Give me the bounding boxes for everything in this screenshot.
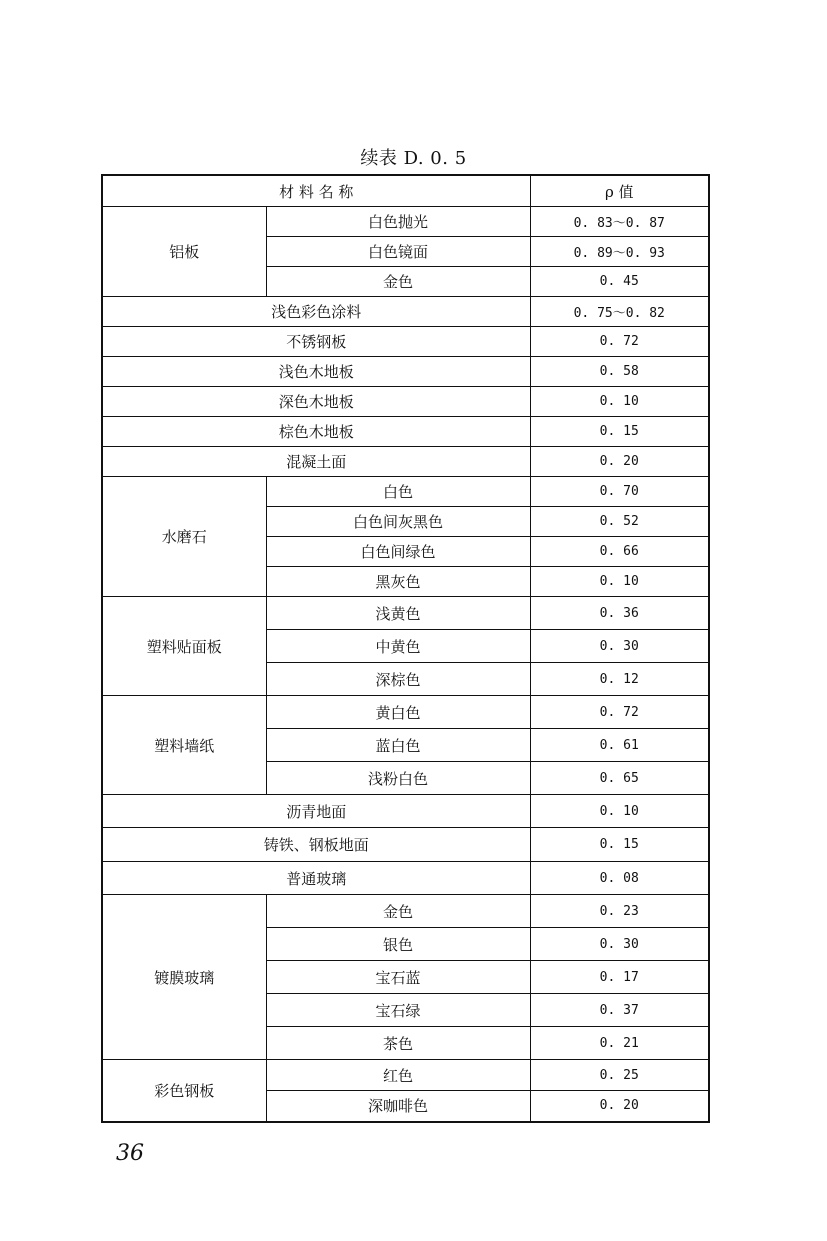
rho-value-cell: 0. 75～0. 82: [530, 297, 709, 327]
material-subtype-cell: 茶色: [266, 1027, 530, 1060]
material-subtype-cell: 中黄色: [266, 630, 530, 663]
material-subtype-cell: 黄白色: [266, 696, 530, 729]
table-row: [102, 207, 709, 237]
rho-value-cell: 0. 15: [530, 417, 709, 447]
rho-value-cell: 0. 61: [530, 729, 709, 762]
rho-value-cell: 0. 72: [530, 696, 709, 729]
table-header-row: [102, 175, 709, 207]
material-subtype-cell: 黑灰色: [266, 567, 530, 597]
table-row: [102, 895, 709, 928]
rho-value-cell: 0. 30: [530, 928, 709, 961]
material-group-cell: 水磨石: [102, 477, 266, 597]
reflectance-table: [101, 174, 710, 1123]
rho-value-cell: 0. 15: [530, 828, 709, 862]
material-subtype-cell: 浅黄色: [266, 597, 530, 630]
material-subtype-cell: 白色镜面: [266, 237, 530, 267]
table-body: [102, 207, 709, 1122]
table-row: [102, 327, 709, 357]
table-caption: 续表 D. 0. 5: [360, 148, 467, 169]
material-group-cell: 塑料墙纸: [102, 696, 266, 795]
material-subtype-cell: 白色抛光: [266, 207, 530, 237]
material-name-cell: 普通玻璃: [102, 862, 530, 895]
rho-value-cell: 0. 58: [530, 357, 709, 387]
material-subtype-cell: 白色间绿色: [266, 537, 530, 567]
rho-value-cell: 0. 66: [530, 537, 709, 567]
rho-value-cell: 0. 20: [530, 447, 709, 477]
material-name-cell: 浅色木地板: [102, 357, 530, 387]
table-row: [102, 447, 709, 477]
material-group-cell: 铝板: [102, 207, 266, 297]
rho-value-cell: 0. 08: [530, 862, 709, 895]
rho-value-cell: 0. 21: [530, 1027, 709, 1060]
table-row: [102, 417, 709, 447]
material-name-cell: 不锈钢板: [102, 327, 530, 357]
rho-value-cell: 0. 37: [530, 994, 709, 1027]
material-subtype-cell: 金色: [266, 895, 530, 928]
table-row: [102, 357, 709, 387]
rho-value-cell: 0. 45: [530, 267, 709, 297]
rho-value-cell: 0. 52: [530, 507, 709, 537]
material-name-cell: 沥青地面: [102, 795, 530, 828]
material-subtype-cell: 红色: [266, 1060, 530, 1091]
rho-value-cell: 0. 89～0. 93: [530, 237, 709, 267]
rho-value-cell: 0. 36: [530, 597, 709, 630]
table-row: [102, 297, 709, 327]
rho-value-cell: 0. 10: [530, 567, 709, 597]
material-subtype-cell: 浅粉白色: [266, 762, 530, 795]
table-row: [102, 477, 709, 507]
rho-value-cell: 0. 70: [530, 477, 709, 507]
material-subtype-cell: 白色: [266, 477, 530, 507]
rho-value-cell: 0. 10: [530, 387, 709, 417]
material-name-cell: 棕色木地板: [102, 417, 530, 447]
table-row: [102, 828, 709, 862]
table-row: [102, 795, 709, 828]
rho-value-cell: 0. 10: [530, 795, 709, 828]
material-subtype-cell: 深棕色: [266, 663, 530, 696]
material-name-cell: 浅色彩色涂料: [102, 297, 530, 327]
material-group-cell: 塑料贴面板: [102, 597, 266, 696]
material-group-cell: 彩色钢板: [102, 1060, 266, 1122]
table-row: [102, 1060, 709, 1091]
header-rho-value: ρ 值: [530, 175, 709, 207]
rho-value-cell: 0. 72: [530, 327, 709, 357]
table-row: [102, 862, 709, 895]
material-name-cell: 混凝土面: [102, 447, 530, 477]
material-name-cell: 铸铁、钢板地面: [102, 828, 530, 862]
page-number: 36: [116, 1141, 144, 1166]
header-material-name: 材 料 名 称: [102, 175, 530, 207]
rho-value-cell: 0. 17: [530, 961, 709, 994]
material-subtype-cell: 银色: [266, 928, 530, 961]
material-subtype-cell: 宝石绿: [266, 994, 530, 1027]
table-row: [102, 696, 709, 729]
rho-value-cell: 0. 20: [530, 1091, 709, 1122]
rho-value-cell: 0. 65: [530, 762, 709, 795]
material-subtype-cell: 白色间灰黑色: [266, 507, 530, 537]
material-name-cell: 深色木地板: [102, 387, 530, 417]
material-subtype-cell: 蓝白色: [266, 729, 530, 762]
table-row: [102, 387, 709, 417]
rho-value-cell: 0. 30: [530, 630, 709, 663]
rho-value-cell: 0. 23: [530, 895, 709, 928]
rho-value-cell: 0. 12: [530, 663, 709, 696]
table-row: [102, 597, 709, 630]
material-subtype-cell: 深咖啡色: [266, 1091, 530, 1122]
material-subtype-cell: 宝石蓝: [266, 961, 530, 994]
material-group-cell: 镀膜玻璃: [102, 895, 266, 1060]
rho-value-cell: 0. 25: [530, 1060, 709, 1091]
rho-value-cell: 0. 83～0. 87: [530, 207, 709, 237]
material-subtype-cell: 金色: [266, 267, 530, 297]
